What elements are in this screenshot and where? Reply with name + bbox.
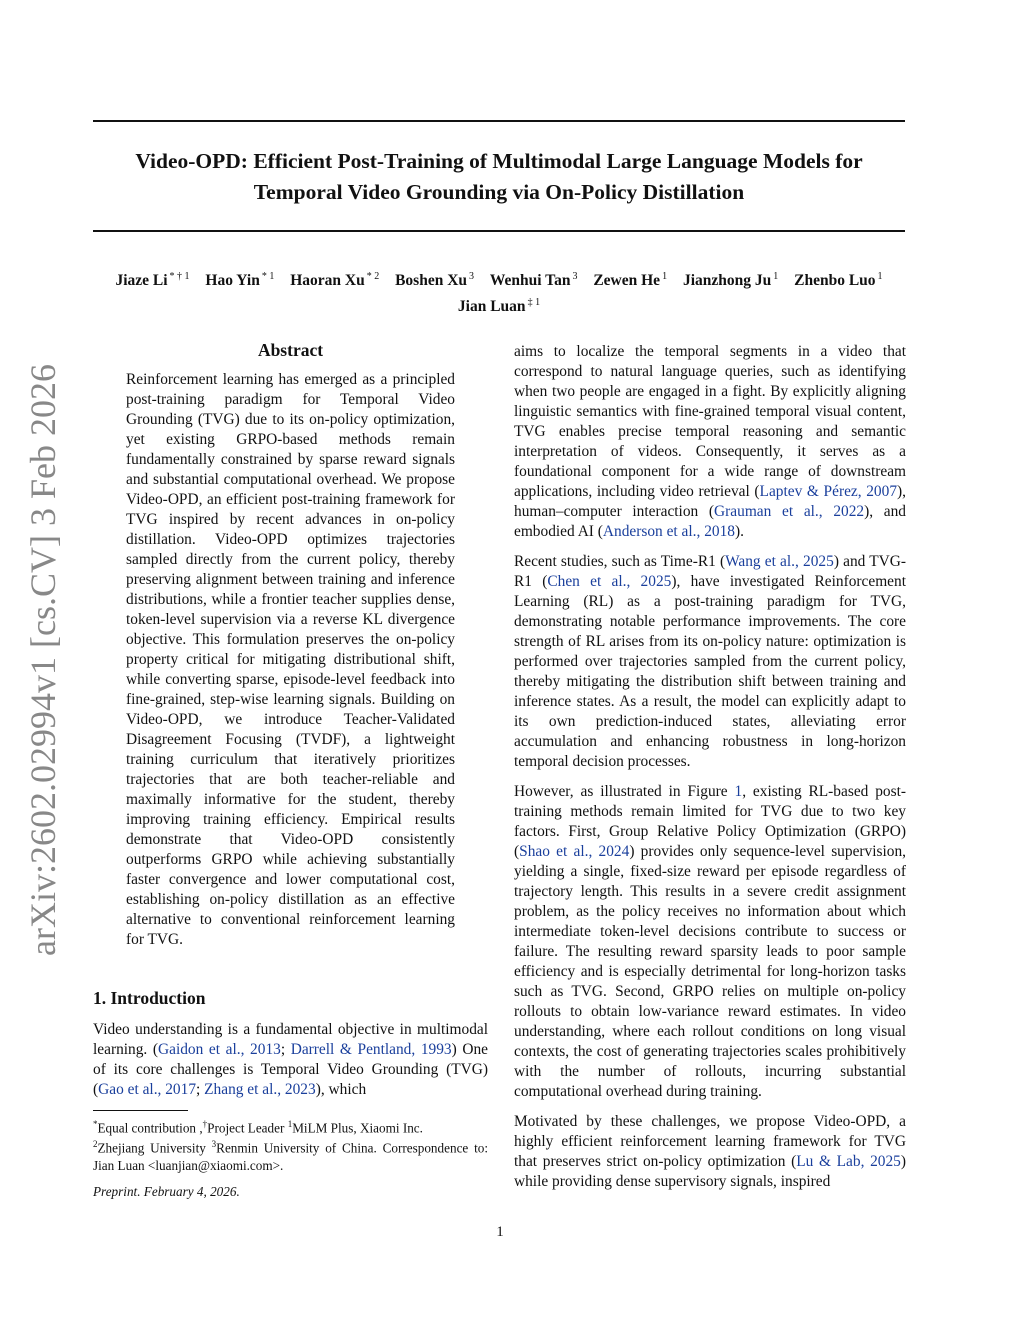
- author-affiliation-mark: 3: [572, 271, 578, 282]
- left-column: [93, 340, 488, 1100]
- citation-link[interactable]: Lu & Lab, 2025: [796, 1153, 901, 1170]
- figure-reference-link[interactable]: 1: [734, 783, 743, 800]
- author-affiliation-mark: 3: [469, 271, 475, 282]
- author-name: Jiaze Li: [115, 272, 168, 290]
- citation-link[interactable]: Zhang et al., 2023: [204, 1081, 316, 1098]
- text-run: ).: [734, 523, 744, 540]
- body-paragraph: [514, 1112, 906, 1192]
- section-heading-introduction: 1. Introduction: [93, 988, 206, 1008]
- text-run: , existing RL-based post-training methods remain limited for TVG due to two key factors. First, Group Relative Policy Optimization (GRPO) (: [514, 783, 906, 860]
- footnote-divider: [93, 1110, 188, 1111]
- author: [395, 272, 474, 289]
- text-run: ), have investigated Reinforcement Learning (RL) as a post-training paradigm for TVG, demonstrating notable performance improvements. The core strength of RL arises from its on-policy nature: optimization is performed over trajectories sampled from the current policy, thereby mitigating the distribution shift between training and inference states. As a result, the model can explicitly adapt to its own prediction-induced states, alleviating error accumulation and enhancing robustness in long-horizon temporal decision processes.: [514, 573, 906, 770]
- author: [205, 272, 274, 289]
- text-run: Video understanding is a fundamental objective in multimodal learning. (: [93, 1021, 488, 1058]
- text-run: ) provides only sequence-level supervision, yielding a single, fixed-size reward per episode regardless of trajectory length. This results in a severe credit assignment problem, as the policy receives no information about which intermediate token-level decisions contribute to success or failure. The resulting reward sparsity leads to poor sample efficiency and is especially detrimental for long-horizon tasks such as TVG. Second, GRPO relies on multiple on-policy rollouts to obtain low-variance reward estimates. In video understanding, where each rollout conditions on long visual contexts, the cost of generating trajectories scales prohibitively with the number of rollouts, incurring substantial computational overhead during training.: [514, 843, 906, 1100]
- right-column: [514, 342, 906, 1192]
- citation-link[interactable]: Shao et al., 2024: [519, 843, 630, 860]
- footnote-text: MiLM Plus, Xiaomi Inc.: [292, 1120, 423, 1136]
- author-affiliation-mark: 1: [877, 271, 883, 282]
- text-run: Recent studies, such as Time-R1 (: [514, 553, 726, 570]
- page-number: 1: [496, 1224, 504, 1240]
- footnote-mark: 3: [211, 1139, 217, 1150]
- body-paragraph: [514, 782, 906, 1102]
- abstract-heading: Abstract: [257, 340, 324, 360]
- text-run: aims to localize the temporal segments in a video that correspond to natural language queries, such as identifying when two people are engaged in a fight. By explicitly aligning linguistic semantics with fine-grained temporal visual content, TVG enables precise temporal reasoning and semantic interpretation of videos. Consequently, it serves as a foundational component for a wide range of downstream applications, including video retrieval (: [514, 343, 906, 500]
- author: [794, 272, 882, 289]
- citation-link[interactable]: Grauman et al., 2022: [714, 503, 865, 520]
- citation-link[interactable]: Gaidon et al., 2013: [158, 1041, 281, 1058]
- author: [490, 272, 578, 289]
- author: [115, 272, 189, 289]
- text-run: ), and embodied AI (: [514, 503, 907, 540]
- author-name: Hao Yin: [205, 272, 260, 290]
- paper-title: Video-OPD: Efficient Post-Training of Multimodal Large Language Models for Temporal Video Grounding via On-Policy Distillation: [135, 149, 863, 204]
- author: [458, 298, 540, 315]
- text-run: Motivated by these challenges, we propose Video-OPD, a highly efficient reinforcement learning framework for TVG that preserves strict on-policy optimization (: [514, 1113, 906, 1170]
- citation-link[interactable]: Anderson et al., 2018: [602, 523, 735, 540]
- author-name: Boshen Xu: [395, 272, 468, 290]
- author-affiliation-mark: * 2: [366, 271, 380, 282]
- author: [593, 272, 667, 289]
- top-rule: [93, 120, 905, 122]
- citation-link[interactable]: Darrell & Pentland, 1993: [290, 1041, 452, 1058]
- author-list: [93, 266, 905, 318]
- footnotes: [93, 1116, 488, 1174]
- title-bottom-rule: [93, 230, 905, 232]
- author-affiliation-mark: * 1: [261, 271, 275, 282]
- author-name: Zewen He: [593, 272, 661, 290]
- text-run: ), human–computer interaction (: [514, 483, 906, 520]
- author-affiliation-mark: 1: [773, 271, 779, 282]
- author: [290, 272, 379, 289]
- author-name: Jianzhong Ju: [682, 272, 772, 290]
- author-name: Zhenbo Luo: [794, 272, 876, 290]
- footnote-mark: 2: [93, 1139, 98, 1150]
- abstract-text: Reinforcement learning has emerged as a principled post-training paradigm for Temporal Video Grounding (TVG) due to its on-policy optimization, yet existing GRPO-based methods remain fundamentally constrained by sparse reward signals and substantial computational overhead. We propose Video-OPD, an efficient post-training framework for TVG inspired by recent advances in on-policy distillation. Video-OPD optimizes trajectories sampled directly from the current policy, thereby preserving alignment between training and inference distributions, while a frontier teacher supplies dense, token-level supervision via a reverse KL divergence objective. This formulation preserves the on-policy property critical for mitigating distributional shift, while converting sparse, episode-level feedback into fine-grained, step-wise learning signals. Building on Video-OPD, we introduce Teacher-Validated Disagreement Focusing (TVDF), a lightweight training curriculum that iteratively prioritizes trajectories that are both teacher-reliable and maximally informative for the student, thereby improving training efficiency. Empirical results demonstrate that Video-OPD consistently outperforms GRPO while achieving substantially faster convergence and lower computational cost, establishing on-policy distillation as an effective alternative to conventional reinforcement learning for TVG.: [126, 371, 455, 948]
- citation-link[interactable]: Laptev & Pérez, 2007: [759, 483, 898, 500]
- author: [683, 272, 778, 289]
- footnote-text: Zhejiang University: [97, 1140, 212, 1156]
- intro-paragraph: [93, 1020, 488, 1100]
- text-run: ) and TVG-R1 (: [514, 553, 906, 590]
- author-name: Wenhui Tan: [489, 272, 571, 290]
- body-paragraph: [514, 342, 906, 542]
- footnote-text: Renmin University of China. Correspondence to: Jian Luan <luanjian@xiaomi.com>.: [93, 1140, 488, 1173]
- footnote-text: Project Leader: [207, 1120, 288, 1136]
- text-run: ) One of its core challenges is Temporal Video Grounding (TVG) (: [93, 1041, 488, 1098]
- author-affiliation-mark: ‡ 1: [527, 297, 541, 309]
- citation-link[interactable]: Wang et al., 2025: [725, 553, 834, 570]
- text-run: ;: [280, 1041, 291, 1058]
- citation-link[interactable]: Chen et al., 2025: [547, 573, 672, 590]
- preprint-notice: Preprint. February 4, 2026.: [93, 1184, 240, 1199]
- body-paragraph: [514, 552, 906, 772]
- text-run: ) while providing dense supervisory signals, inspired: [514, 1153, 907, 1190]
- footnote-mark: †: [202, 1119, 208, 1129]
- text-run: However, as illustrated in Figure: [514, 783, 735, 800]
- arxiv-identifier-stamp[interactable]: arXiv:2602.02994v1 [cs.CV] 3 Feb 2026: [23, 364, 63, 956]
- text-run: ), which: [315, 1081, 367, 1098]
- citation-link[interactable]: Gao et al., 2017: [98, 1081, 197, 1098]
- author-affiliation-mark: * † 1: [169, 271, 190, 282]
- footnote-mark: 1: [287, 1119, 293, 1129]
- author-affiliation-mark: 1: [662, 271, 668, 282]
- footnote-text: Equal contribution ,: [97, 1120, 203, 1136]
- text-run: ;: [196, 1081, 205, 1098]
- author-name: Haoran Xu: [290, 272, 365, 290]
- footnote-mark: *: [93, 1119, 98, 1129]
- author-name: Jian Luan: [457, 298, 526, 316]
